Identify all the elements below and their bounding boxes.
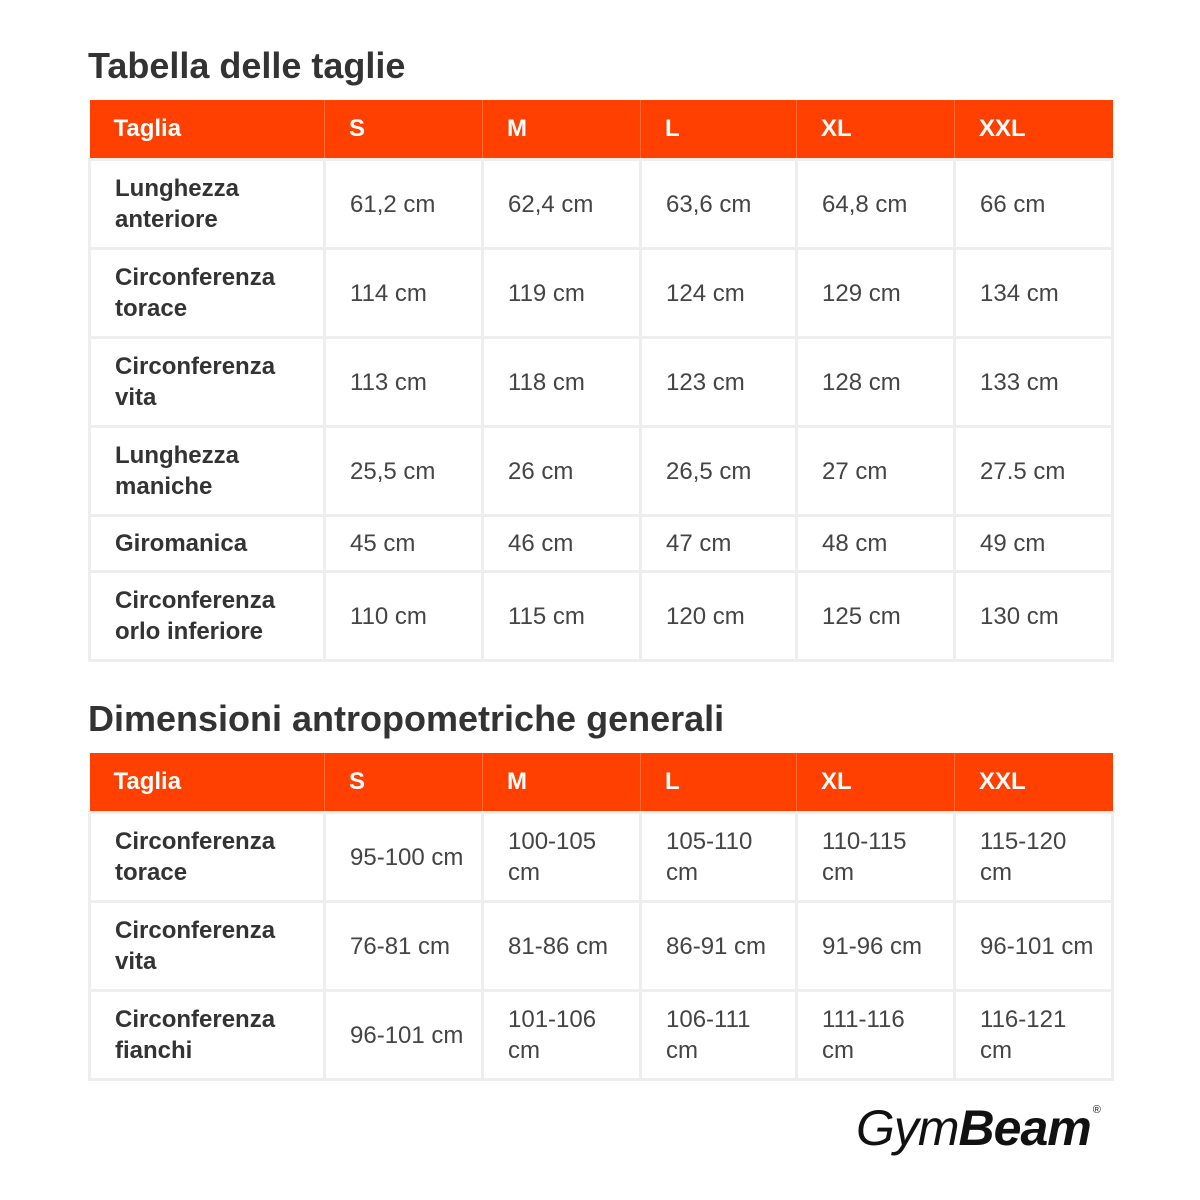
table-cell: 130 cm — [955, 572, 1113, 661]
table-cell: 105-110 cm — [641, 813, 797, 902]
table-cell: 26,5 cm — [641, 427, 797, 516]
table-cell: 110-115 cm — [797, 813, 955, 902]
table-cell: 134 cm — [955, 249, 1113, 338]
table-cell: 81-86 cm — [483, 902, 641, 991]
header-cell-taglia: Taglia — [90, 100, 325, 160]
size-table-title: Tabella delle taglie — [88, 45, 406, 86]
table-cell: 113 cm — [325, 338, 483, 427]
table-cell: 120 cm — [641, 572, 797, 661]
row-label: Circonferenza torace — [90, 249, 325, 338]
table-cell: 133 cm — [955, 338, 1113, 427]
table-cell: 27.5 cm — [955, 427, 1113, 516]
table-cell: 48 cm — [797, 516, 955, 572]
table-row — [90, 516, 1113, 572]
table-cell: 27 cm — [797, 427, 955, 516]
anthropometric-table — [88, 753, 1114, 1081]
row-label: Circonferenza torace — [90, 813, 325, 902]
header-cell-taglia: Taglia — [90, 753, 325, 813]
table-cell: 128 cm — [797, 338, 955, 427]
table-row — [90, 427, 1113, 516]
table-cell: 110 cm — [325, 572, 483, 661]
row-label: Circonferenza fianchi — [90, 991, 325, 1080]
table-cell: 25,5 cm — [325, 427, 483, 516]
table-cell: 125 cm — [797, 572, 955, 661]
table-cell: 96-101 cm — [955, 902, 1113, 991]
row-label: Circonferenza vita — [90, 338, 325, 427]
header-cell-m: M — [483, 753, 641, 813]
table-cell: 49 cm — [955, 516, 1113, 572]
registered-mark: ® — [1092, 1104, 1100, 1116]
table-cell: 124 cm — [641, 249, 797, 338]
logo-text-gym: Gym — [856, 1100, 959, 1156]
row-label: Circonferenza orlo inferiore — [90, 572, 325, 661]
table-cell: 26 cm — [483, 427, 641, 516]
header-cell-l: L — [641, 100, 797, 160]
table-cell: 100-105 cm — [483, 813, 641, 902]
table-cell: 106-111 cm — [641, 991, 797, 1080]
table-cell: 118 cm — [483, 338, 641, 427]
table-cell: 129 cm — [797, 249, 955, 338]
table-cell: 76-81 cm — [325, 902, 483, 991]
table-cell: 61,2 cm — [325, 160, 483, 249]
row-label: Lunghezza anteriore — [90, 160, 325, 249]
table-cell: 45 cm — [325, 516, 483, 572]
header-cell-xxl: XXL — [955, 753, 1113, 813]
header-cell-xxl: XXL — [955, 100, 1113, 160]
header-cell-s: S — [325, 100, 483, 160]
table-cell: 47 cm — [641, 516, 797, 572]
table-cell: 91-96 cm — [797, 902, 955, 991]
header-cell-s: S — [325, 753, 483, 813]
table-row — [90, 160, 1113, 249]
table-cell: 63,6 cm — [641, 160, 797, 249]
table-header-row — [90, 753, 1113, 813]
table-row — [90, 572, 1113, 661]
table-cell: 116-121 cm — [955, 991, 1113, 1080]
table-cell: 46 cm — [483, 516, 641, 572]
header-cell-l: L — [641, 753, 797, 813]
table-row — [90, 338, 1113, 427]
table-cell: 111-116 cm — [797, 991, 955, 1080]
table-cell: 119 cm — [483, 249, 641, 338]
table-cell: 66 cm — [955, 160, 1113, 249]
table-row — [90, 813, 1113, 902]
table-row — [90, 991, 1113, 1080]
header-cell-m: M — [483, 100, 641, 160]
row-label: Lunghezza maniche — [90, 427, 325, 516]
table-row — [90, 249, 1113, 338]
header-cell-xl: XL — [797, 753, 955, 813]
row-label: Circonferenza vita — [90, 902, 325, 991]
table-cell: 101-106 cm — [483, 991, 641, 1080]
gymbeam-logo — [856, 1100, 1098, 1156]
table-cell: 115-120 cm — [955, 813, 1113, 902]
table-cell: 64,8 cm — [797, 160, 955, 249]
table-cell: 86-91 cm — [641, 902, 797, 991]
size-table — [88, 100, 1114, 662]
row-label: Giromanica — [90, 516, 325, 572]
anthropometric-table-title: Dimensioni antropometriche generali — [88, 698, 725, 739]
logo-text-beam: Beam — [958, 1100, 1091, 1156]
table-cell: 114 cm — [325, 249, 483, 338]
table-cell: 123 cm — [641, 338, 797, 427]
table-row — [90, 902, 1113, 991]
table-header-row — [90, 100, 1113, 160]
table-cell: 96-101 cm — [325, 991, 483, 1080]
header-cell-xl: XL — [797, 100, 955, 160]
table-cell: 115 cm — [483, 572, 641, 661]
table-cell: 95-100 cm — [325, 813, 483, 902]
table-cell: 62,4 cm — [483, 160, 641, 249]
